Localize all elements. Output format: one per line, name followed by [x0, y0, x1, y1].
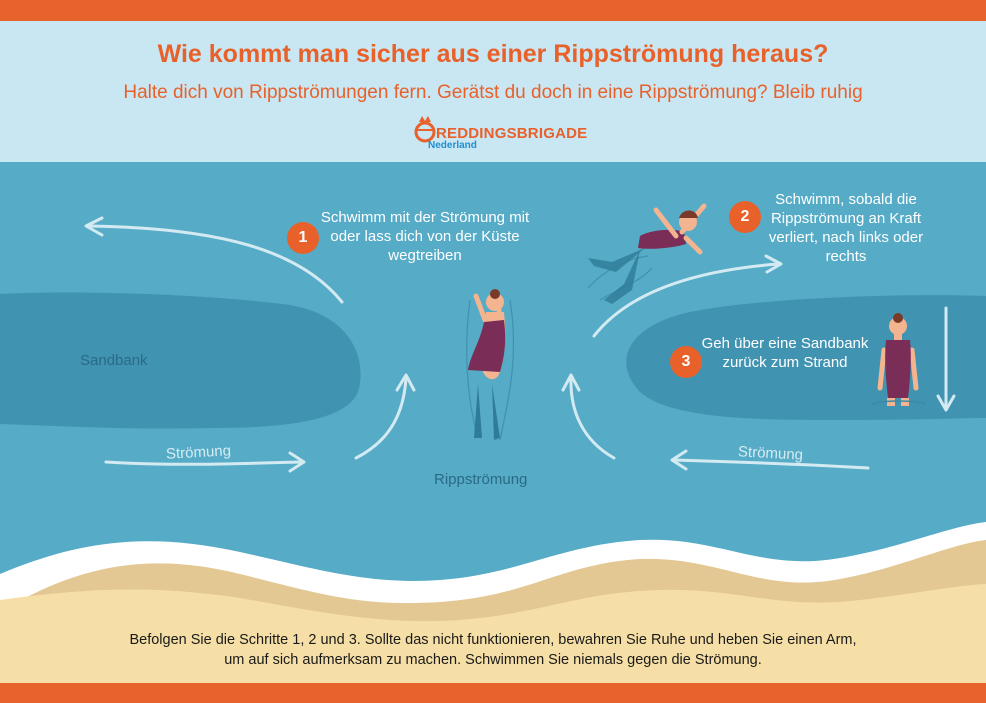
step-1-badge: 1: [287, 222, 319, 254]
bottom-bar: [0, 683, 986, 703]
sandbank-left: [0, 292, 361, 428]
step-1-text-content: Schwimm mit der Strömung mit oder lass dich von der Küste wegtreiben: [320, 209, 530, 264]
top-bar: [0, 0, 986, 21]
step-2-text-content: Schwimm, sobald die Rippströmung an Kraft verliert, nach links oder rechts: [768, 191, 924, 265]
sandbank-label: Sandbank: [80, 352, 148, 369]
logo-country: Nederland: [428, 140, 477, 151]
logo-name: REDDINGSBRIGADE: [436, 125, 588, 142]
step-3-badge: 3: [670, 346, 702, 378]
step-2-badge: 2: [729, 201, 761, 233]
step-3-text-content: Geh über eine Sandbank zurück zum Strand: [701, 335, 869, 371]
step-3-text: [700, 334, 870, 372]
page-subtitle: Halte dich von Rippströmungen fern. Gerätst du doch in eine Rippströmung? Bleib ruhig: [123, 82, 863, 103]
footer-text: [128, 630, 858, 670]
footer-text-content: Befolgen Sie die Schritte 1, 2 und 3. Sollte das nicht funktionieren, bewahren Sie Ruhe und heben Sie einen Arm, um auf sich aufmerksam zu machen. Schwimmen Sie niemals gegen die Strömung.: [129, 632, 857, 668]
step-1-text: [320, 208, 530, 265]
page-title: Wie kommt man sicher aus einer Rippströmung heraus?: [157, 40, 829, 68]
step-2-text: [760, 190, 932, 266]
current-label-right: Strömung: [737, 443, 804, 464]
current-label-left: Strömung: [165, 442, 232, 463]
rip-current-label: Rippströmung: [434, 471, 528, 488]
